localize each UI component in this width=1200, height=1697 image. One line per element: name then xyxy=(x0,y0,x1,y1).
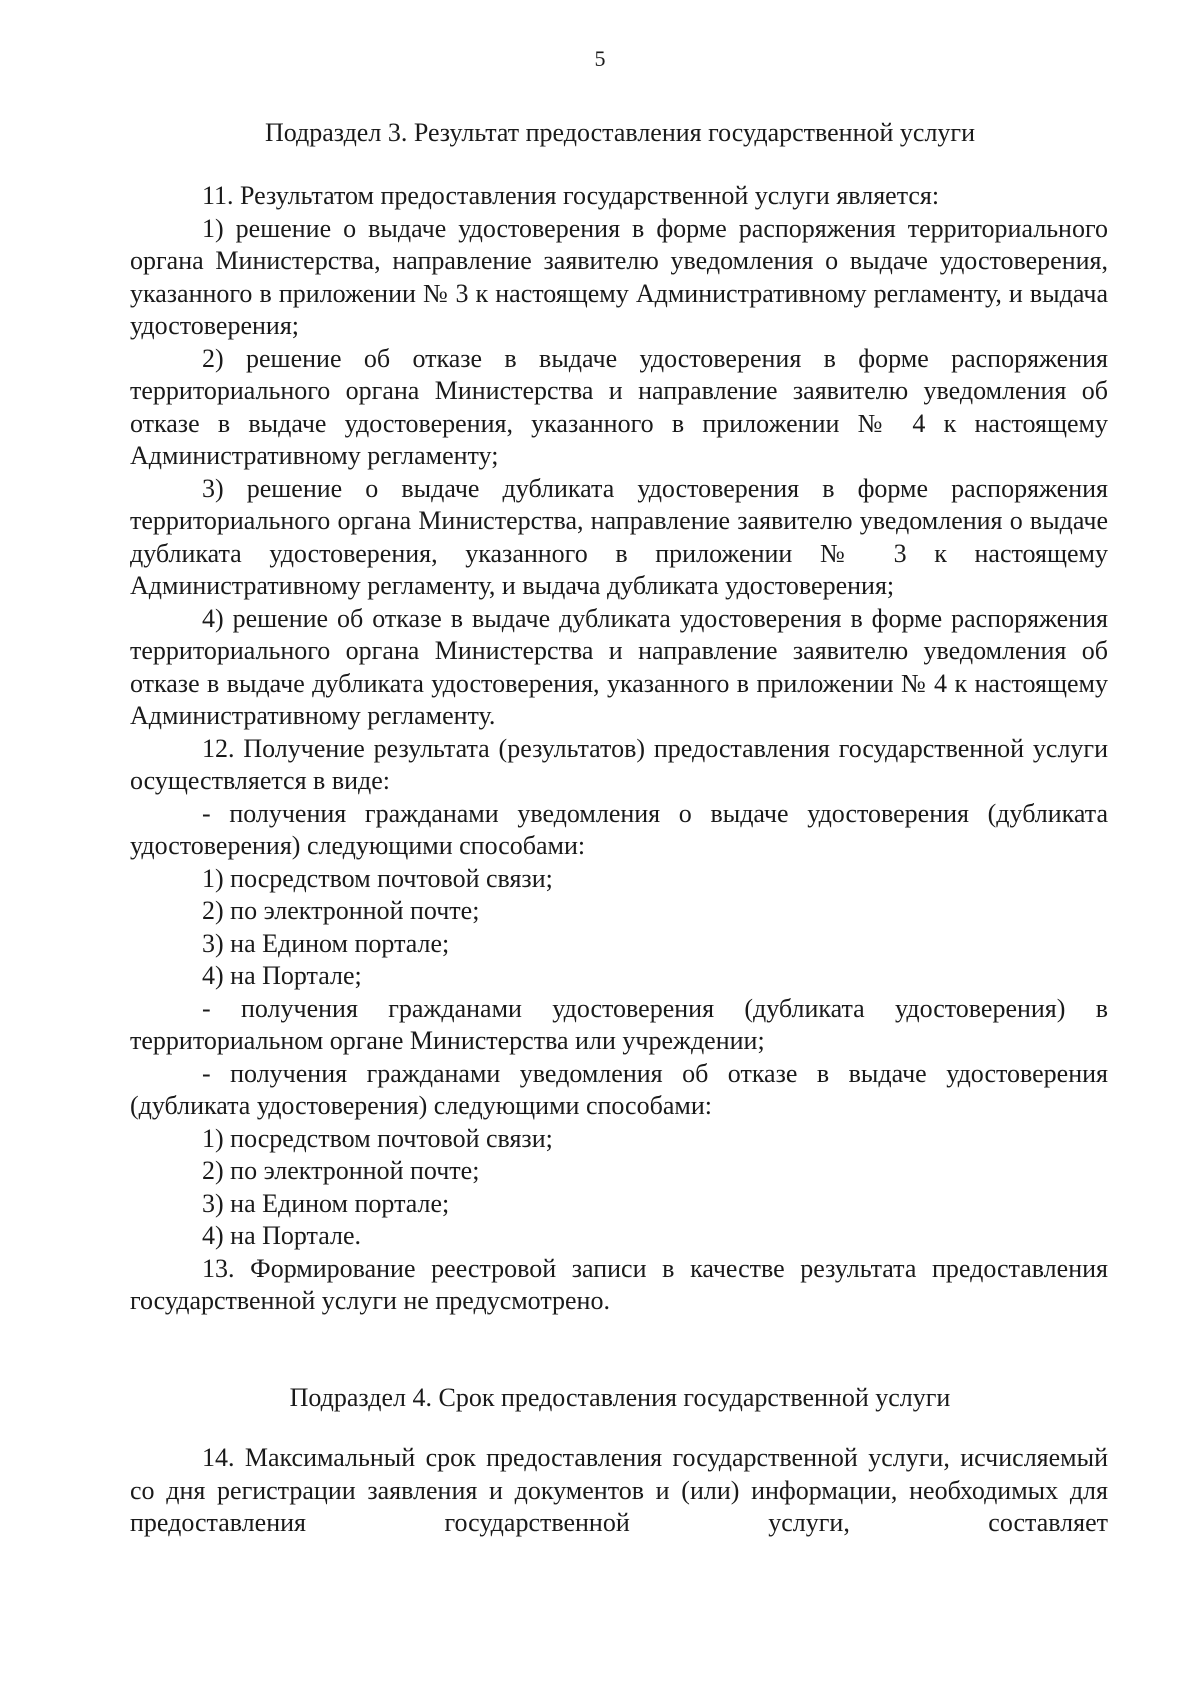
paragraph-12-notification-delivery: - получения гражданами уведомления о выдаче удостоверения (дубликата удостоверения) следующими способами: xyxy=(130,798,1108,860)
paragraph-12-list-item: 2) по электронной почте; xyxy=(202,1156,480,1185)
section-4-body xyxy=(130,1442,1108,1540)
paragraph-12-list-item: 2) по электронной почте; xyxy=(202,896,480,925)
paragraph-12-list-item: 4) на Портале. xyxy=(202,1221,362,1250)
paragraph-13: 13. Формирование реестровой записи в качестве результата предоставления государственной услуги не предусмотрено. xyxy=(130,1253,1108,1315)
paragraph-12-list-item: 4) на Портале; xyxy=(202,961,362,990)
paragraph-12-list-item: 1) посредством почтовой связи; xyxy=(202,863,553,893)
section-heading-3: Подраздел 3. Результат предоставления государственной услуги xyxy=(264,118,976,147)
paragraph-11-item-3: 3) решение о выдаче дубликата удостоверения в форме распоряжения территориального органа Министерства, направление заявителю уведомления о выдаче дубликата удостоверения, указанного в приложении № 3 к настоящему Административному регламенту, и выдача дубликата удостоверения; xyxy=(130,473,1108,600)
section-3-body xyxy=(130,180,1108,1318)
paragraph-12-refusal-delivery: - получения гражданами уведомления об отказе в выдаче удостоверения (дубликата удостоверения) следующими способами: xyxy=(130,1058,1108,1120)
paragraph-11-item-1: 1) решение о выдаче удостоверения в форме распоряжения территориального органа Министерства, направление заявителю уведомления о выдаче удостоверения, указанного в приложении № 3 к настоящему Административному регламенту, и выдача удостоверения; xyxy=(130,213,1108,340)
paragraph-12-list-item: 1) посредством почтовой связи; xyxy=(202,1123,553,1153)
paragraph-12-list-item: 3) на Едином портале; xyxy=(202,1188,450,1218)
paragraph-11-item-4: 4) решение об отказе в выдаче дубликата удостоверения в форме распоряжения территориального органа Министерства и направление заявителю уведомления об отказе в выдаче дубликата удостоверения, указанного в приложении № 4 к настоящему Административному регламенту. xyxy=(130,603,1108,730)
paragraph-12-list-item: 3) на Едином портале; xyxy=(202,928,450,958)
paragraph-11: 11. Результатом предоставления государственной услуги является: xyxy=(202,181,940,210)
page-number: 5 xyxy=(594,46,606,71)
paragraph-14: 14. Максимальный срок предоставления государственной услуги, исчисляемый со дня регистрации заявления и документов и (или) информации, необходимых для предоставления государственной услуги, составляет xyxy=(130,1443,1108,1537)
section-heading-4: Подраздел 4. Срок предоставления государственной услуги xyxy=(289,1383,951,1412)
paragraph-11-item-2: 2) решение об отказе в выдаче удостоверения в форме распоряжения территориального органа Министерства и направление заявителю уведомления об отказе в выдаче удостоверения, указанного в приложении № 4 к настоящему Административному регламенту; xyxy=(130,343,1108,470)
paragraph-12-certificate-receipt: - получения гражданами удостоверения (дубликата удостоверения) в территориальном органе Министерства или учреждении; xyxy=(130,993,1108,1055)
paragraph-12: 12. Получение результата (результатов) предоставления государственной услуги осуществляется в виде: xyxy=(130,733,1108,795)
